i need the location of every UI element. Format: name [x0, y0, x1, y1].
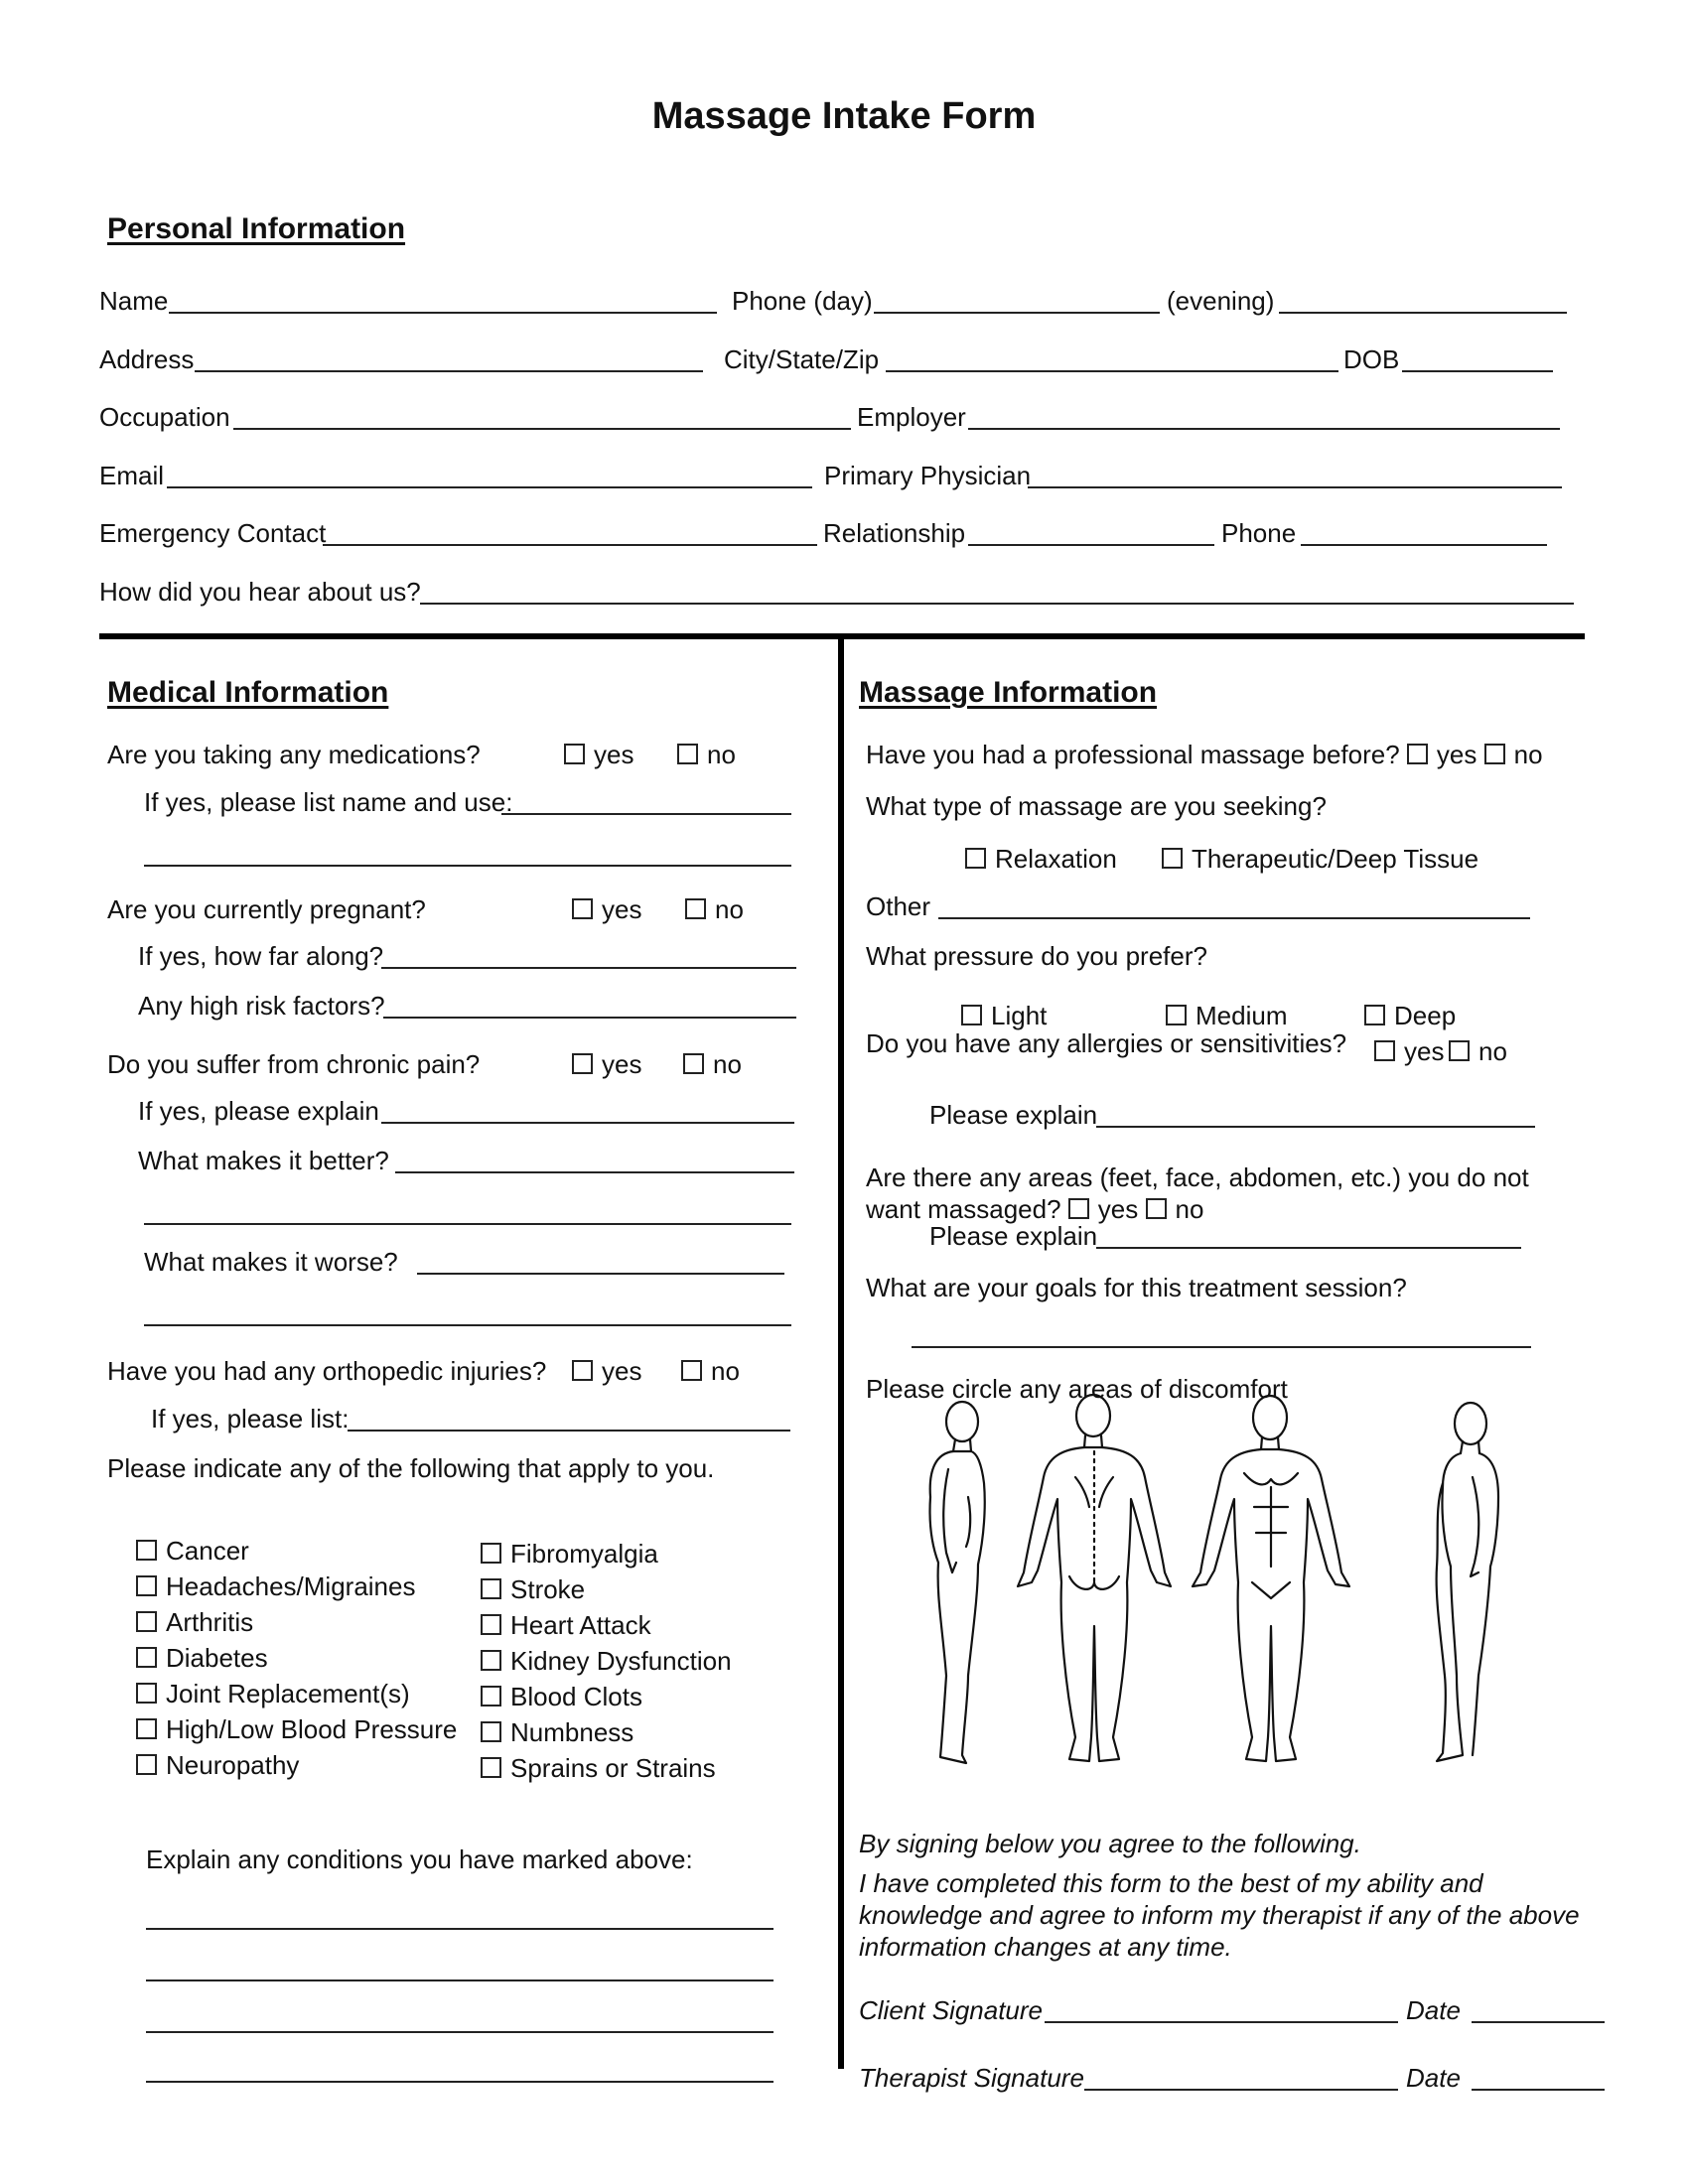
- checkbox[interactable]: [136, 1647, 157, 1668]
- condition-label: Joint Replacement(s): [166, 1679, 410, 1708]
- allergies-explain-field[interactable]: [1096, 1126, 1535, 1128]
- agreement-text-1: I have completed this form to the best of my ability and: [859, 1868, 1483, 1898]
- emergency-contact-field[interactable]: [323, 544, 817, 546]
- condition-label: Heart Attack: [510, 1610, 651, 1640]
- address-label: Address: [99, 344, 195, 374]
- areas-question-line2: want massaged? yes no: [866, 1194, 1204, 1224]
- condition-label: Blood Clots: [510, 1682, 642, 1711]
- pregnant-no-option[interactable]: no: [685, 894, 744, 924]
- dob-field[interactable]: [1402, 370, 1553, 372]
- medications-yes-option[interactable]: yes: [564, 740, 633, 769]
- medications-no-option[interactable]: no: [677, 740, 736, 769]
- condition-option[interactable]: [136, 1750, 299, 1780]
- name-label: Name: [99, 286, 169, 316]
- condition-option[interactable]: [481, 1753, 716, 1783]
- condition-option[interactable]: [481, 1717, 633, 1747]
- body-side-left-view[interactable]: [1437, 1403, 1498, 1761]
- pressure-deep-option[interactable]: Deep: [1364, 1001, 1456, 1030]
- form-title: Massage Intake Form: [651, 95, 1037, 137]
- allergies-explain-label: Please explain: [929, 1100, 1098, 1130]
- checkbox[interactable]: [481, 1686, 501, 1706]
- checkbox[interactable]: [136, 1540, 157, 1561]
- condition-option[interactable]: [136, 1714, 457, 1744]
- condition-label: Fibromyalgia: [510, 1539, 658, 1569]
- checkbox[interactable]: [136, 1754, 157, 1775]
- phone-evening-field[interactable]: [1279, 312, 1567, 314]
- goals-field[interactable]: [912, 1346, 1531, 1348]
- makes-better-label: What makes it better?: [138, 1146, 389, 1175]
- pressure-light-option[interactable]: Light: [961, 1001, 1047, 1030]
- therapist-date-field[interactable]: [1472, 2089, 1605, 2091]
- checkbox[interactable]: [572, 1360, 593, 1381]
- checkbox[interactable]: [681, 1360, 702, 1381]
- checkbox[interactable]: [1146, 1198, 1167, 1219]
- city-state-zip-label: City/State/Zip: [724, 344, 880, 374]
- pressure-question: What pressure do you prefer?: [866, 941, 1207, 971]
- makes-worse-field[interactable]: [417, 1273, 784, 1275]
- how-far-label: If yes, how far along?: [138, 941, 384, 971]
- orthopedic-list-label: If yes, please list:: [151, 1404, 350, 1433]
- other-field[interactable]: [938, 917, 1530, 919]
- professional-before-question: Have you had a professional massage before?: [866, 740, 1400, 769]
- before-no-option[interactable]: no: [1484, 740, 1543, 769]
- chronic-pain-no-option[interactable]: no: [683, 1049, 742, 1079]
- agreement-intro: By signing below you agree to the following.: [859, 1829, 1361, 1858]
- condition-option[interactable]: [481, 1610, 651, 1640]
- email-field[interactable]: [167, 486, 812, 488]
- body-side-right-view[interactable]: [929, 1402, 984, 1763]
- relationship-label: Relationship: [823, 518, 966, 548]
- chronic-pain-yes-option[interactable]: yes: [572, 1049, 641, 1079]
- checkbox[interactable]: [685, 898, 706, 919]
- makes-worse-label: What makes it worse?: [144, 1247, 398, 1277]
- risk-factors-label: Any high risk factors?: [138, 991, 385, 1021]
- condition-label: Arthritis: [166, 1607, 254, 1637]
- makes-better-field[interactable]: [395, 1171, 794, 1173]
- occupation-label: Occupation: [99, 402, 230, 432]
- checkbox[interactable]: [1166, 1005, 1187, 1025]
- therapeutic-option[interactable]: Therapeutic/Deep Tissue: [1162, 844, 1478, 874]
- explain-line-2[interactable]: [146, 1979, 774, 1981]
- condition-option[interactable]: [481, 1574, 585, 1604]
- condition-label: Sprains or Strains: [510, 1753, 716, 1783]
- phone-day-label: Phone (day): [732, 286, 873, 316]
- medications-question: Are you taking any medications?: [107, 740, 481, 769]
- primary-physician-field[interactable]: [1028, 486, 1562, 488]
- other-label: Other: [866, 891, 931, 921]
- city-state-zip-field[interactable]: [886, 370, 1338, 372]
- client-date-label: Date: [1406, 1995, 1461, 2025]
- agreement-text-3: information changes at any time.: [859, 1932, 1232, 1962]
- checkbox[interactable]: [136, 1611, 157, 1632]
- condition-label: Cancer: [166, 1536, 249, 1566]
- explain-line-1[interactable]: [146, 1928, 774, 1930]
- body-front-view[interactable]: [1193, 1396, 1349, 1761]
- medications-list-field-2[interactable]: [144, 865, 791, 867]
- client-signature-field[interactable]: [1045, 2021, 1398, 2023]
- client-signature-label: Client Signature: [859, 1995, 1043, 2025]
- checkbox[interactable]: [481, 1543, 501, 1564]
- condition-label: Stroke: [510, 1574, 586, 1604]
- medical-heading: Medical Information: [107, 676, 389, 709]
- explain-line-3[interactable]: [146, 2031, 774, 2033]
- body-back-view[interactable]: [1018, 1395, 1171, 1761]
- checkbox[interactable]: [677, 744, 698, 764]
- client-date-field[interactable]: [1472, 2021, 1605, 2023]
- checkbox[interactable]: [136, 1683, 157, 1704]
- hear-about-label: How did you hear about us?: [99, 577, 421, 607]
- condition-option[interactable]: [136, 1571, 415, 1601]
- allergies-no-option[interactable]: no: [1449, 1036, 1507, 1066]
- checkbox[interactable]: [481, 1578, 501, 1599]
- checkbox[interactable]: [572, 898, 593, 919]
- checkbox[interactable]: [481, 1721, 501, 1742]
- phone-evening-label: (evening): [1167, 286, 1275, 316]
- circle-discomfort-label: Please circle any areas of discomfort: [866, 1374, 1288, 1404]
- checkbox[interactable]: [1407, 744, 1428, 764]
- therapist-signature-label: Therapist Signature: [859, 2063, 1084, 2093]
- condition-label: High/Low Blood Pressure: [166, 1714, 458, 1744]
- emergency-contact-label: Emergency Contact: [99, 518, 327, 548]
- condition-option[interactable]: [136, 1607, 253, 1637]
- checkbox[interactable]: [572, 1053, 593, 1074]
- makes-better-field-2[interactable]: [144, 1223, 791, 1225]
- massage-type-question: What type of massage are you seeking?: [866, 791, 1327, 821]
- condition-label: Neuropathy: [166, 1750, 300, 1780]
- checkbox[interactable]: [481, 1650, 501, 1671]
- agreement-text-2: knowledge and agree to inform my therapist if any of the above: [859, 1900, 1580, 1930]
- body-diagram[interactable]: [899, 1388, 1534, 1775]
- checkbox[interactable]: [961, 1005, 982, 1025]
- risk-factors-field[interactable]: [383, 1017, 796, 1019]
- relationship-field[interactable]: [968, 544, 1214, 546]
- condition-label: Kidney Dysfunction: [510, 1646, 732, 1676]
- orthopedic-no-option[interactable]: no: [681, 1356, 740, 1386]
- orthopedic-question: Have you had any orthopedic injuries?: [107, 1356, 547, 1386]
- condition-label: Diabetes: [166, 1643, 268, 1673]
- orthopedic-yes-option[interactable]: yes: [572, 1356, 641, 1386]
- emergency-phone-label: Phone: [1221, 518, 1297, 548]
- employer-field[interactable]: [968, 428, 1560, 430]
- condition-option[interactable]: [481, 1539, 658, 1569]
- before-yes-option[interactable]: yes: [1407, 740, 1477, 769]
- pregnant-yes-option[interactable]: yes: [572, 894, 641, 924]
- explain-conditions-label: Explain any conditions you have marked above:: [146, 1844, 693, 1874]
- personal-heading: Personal Information: [107, 212, 406, 245]
- name-field[interactable]: [169, 312, 717, 314]
- column-divider: [838, 639, 844, 2069]
- checkbox[interactable]: [136, 1575, 157, 1596]
- areas-no-option[interactable]: no: [1146, 1194, 1204, 1224]
- employer-label: Employer: [857, 402, 966, 432]
- condition-option[interactable]: [136, 1679, 410, 1708]
- pregnant-question: Are you currently pregnant?: [107, 894, 426, 924]
- therapist-date-label: Date: [1406, 2063, 1461, 2093]
- relaxation-option[interactable]: Relaxation: [965, 844, 1117, 874]
- allergies-question: Do you have any allergies or sensitivities?: [866, 1028, 1347, 1058]
- occupation-field[interactable]: [233, 428, 851, 430]
- checkbox[interactable]: [1449, 1040, 1470, 1061]
- how-far-field[interactable]: [381, 967, 796, 969]
- chronic-pain-question: Do you suffer from chronic pain?: [107, 1049, 481, 1079]
- indicate-conditions-label: Please indicate any of the following that apply to you.: [107, 1453, 715, 1483]
- checkbox[interactable]: [965, 848, 986, 869]
- condition-option[interactable]: [481, 1646, 732, 1676]
- areas-question: Are there any areas (feet, face, abdomen, etc.) you do not: [866, 1162, 1529, 1192]
- allergies-yes-option[interactable]: yes: [1374, 1036, 1444, 1066]
- areas-explain-label: Please explain: [929, 1221, 1098, 1251]
- condition-option[interactable]: [136, 1536, 249, 1566]
- email-label: Email: [99, 461, 165, 490]
- medications-list-field[interactable]: [501, 813, 791, 815]
- medications-list-label: If yes, please list name and use:: [144, 787, 513, 817]
- dob-label: DOB: [1343, 344, 1400, 374]
- areas-explain-field[interactable]: [1096, 1247, 1521, 1249]
- makes-worse-field-2[interactable]: [144, 1324, 791, 1326]
- explain-line-4[interactable]: [146, 2081, 774, 2083]
- condition-label: Headaches/Migraines: [166, 1571, 416, 1601]
- orthopedic-list-field[interactable]: [348, 1430, 790, 1432]
- therapist-signature-field[interactable]: [1084, 2089, 1398, 2091]
- checkbox[interactable]: [1162, 848, 1183, 869]
- checkbox[interactable]: [1068, 1198, 1089, 1219]
- professional-before-line: [866, 740, 1543, 769]
- condition-label: Numbness: [510, 1717, 634, 1747]
- primary-physician-label: Primary Physician: [824, 461, 1032, 490]
- checkbox[interactable]: [683, 1053, 704, 1074]
- pain-explain-field[interactable]: [381, 1122, 794, 1124]
- goals-question: What are your goals for this treatment session?: [866, 1273, 1407, 1302]
- checkbox[interactable]: [481, 1757, 501, 1778]
- checkbox[interactable]: [136, 1718, 157, 1739]
- pain-explain-label: If yes, please explain: [138, 1096, 379, 1126]
- address-field[interactable]: [195, 370, 703, 372]
- massage-heading: Massage Information: [859, 676, 1158, 709]
- areas-yes-option[interactable]: yes: [1068, 1194, 1138, 1224]
- emergency-phone-field[interactable]: [1301, 544, 1547, 546]
- checkbox[interactable]: [1484, 744, 1505, 764]
- pressure-medium-option[interactable]: Medium: [1166, 1001, 1287, 1030]
- phone-day-field[interactable]: [874, 312, 1160, 314]
- condition-option[interactable]: [136, 1643, 268, 1673]
- checkbox[interactable]: [564, 744, 585, 764]
- checkbox[interactable]: [481, 1614, 501, 1635]
- condition-option[interactable]: [481, 1682, 642, 1711]
- checkbox[interactable]: [1364, 1005, 1385, 1025]
- hear-about-field[interactable]: [420, 603, 1574, 605]
- checkbox[interactable]: [1374, 1040, 1395, 1061]
